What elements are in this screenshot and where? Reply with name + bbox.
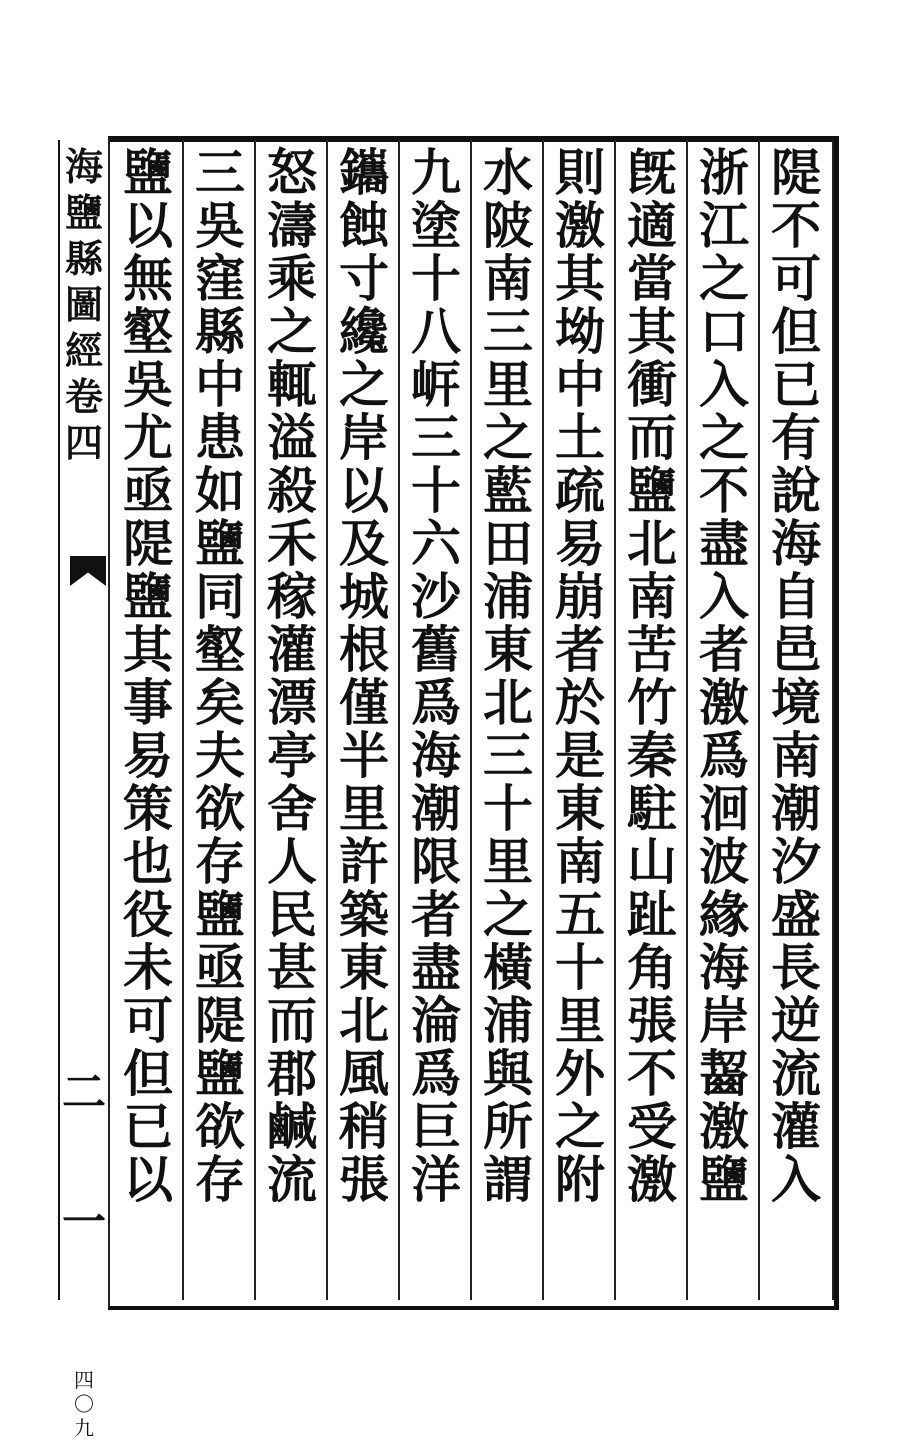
text-char: 以 [123, 1150, 173, 1209]
text-char: 鹽 [195, 1044, 245, 1103]
text-char: 鹽 [195, 885, 245, 944]
text-char: 已 [771, 355, 821, 414]
column-rule [326, 140, 328, 1300]
text-char: 鹽 [195, 514, 245, 573]
text-char: 江 [699, 196, 749, 255]
text-char: 鹽 [627, 461, 677, 520]
margin-char: 卷 [64, 374, 103, 419]
text-column [620, 143, 684, 1296]
text-char: 山 [627, 832, 677, 891]
text-char: 半 [339, 726, 389, 785]
text-char: 旣 [627, 143, 677, 202]
text-char: 五 [555, 885, 605, 944]
text-char: 汐 [771, 832, 821, 891]
text-char: 激 [627, 1150, 677, 1209]
text-char: 洄 [699, 779, 749, 838]
text-char: 吳 [195, 196, 245, 255]
text-char: 易 [123, 726, 173, 785]
column-rule [832, 140, 834, 1300]
text-char: 以 [123, 196, 173, 255]
text-char: 緣 [699, 885, 749, 944]
text-char: 其 [627, 302, 677, 361]
text-char: 適 [627, 196, 677, 255]
text-char: 土 [555, 408, 605, 467]
text-char: 陂 [483, 196, 533, 255]
text-char: 鹽 [123, 567, 173, 626]
text-char: 事 [123, 673, 173, 732]
text-char: 者 [699, 620, 749, 679]
text-char: 可 [771, 249, 821, 308]
text-char: 築 [339, 885, 389, 944]
column-rule [614, 140, 616, 1300]
text-char: 十 [555, 938, 605, 997]
text-char: 尤 [123, 408, 173, 467]
text-column [476, 143, 540, 1296]
text-char: 入 [771, 1150, 821, 1209]
text-char: 灌 [771, 1097, 821, 1156]
folio-number [60, 1028, 108, 1288]
text-char: 但 [771, 302, 821, 361]
text-char: 北 [627, 514, 677, 573]
text-char: 無 [123, 249, 173, 308]
text-column [116, 143, 180, 1296]
text-char: 如 [195, 461, 245, 520]
text-char: 鑴 [339, 143, 389, 202]
text-char: 不 [771, 196, 821, 255]
text-char: 爲 [411, 673, 461, 732]
text-char: 同 [195, 567, 245, 626]
text-char: 東 [339, 938, 389, 997]
text-char: 口 [699, 302, 749, 361]
text-column [764, 143, 828, 1296]
text-char: 流 [267, 1150, 317, 1209]
text-char: 甚 [267, 938, 317, 997]
text-char: 秦 [627, 726, 677, 785]
text-char: 波 [699, 832, 749, 891]
column-rule [758, 140, 760, 1300]
text-char: 者 [555, 620, 605, 679]
text-char: 殺 [267, 461, 317, 520]
text-char: 也 [123, 832, 173, 891]
text-char: 之 [699, 408, 749, 467]
text-char: 激 [699, 673, 749, 732]
text-char: 疏 [555, 461, 605, 520]
text-char: 塗 [411, 196, 461, 255]
text-char: 九 [411, 143, 461, 202]
text-char: 激 [699, 1097, 749, 1156]
text-char: 易 [555, 514, 605, 573]
text-char: 洋 [411, 1150, 461, 1209]
text-char: 及 [339, 514, 389, 573]
text-char: 浦 [483, 991, 533, 1050]
text-char: 舍 [267, 779, 317, 838]
text-char: 趾 [627, 885, 677, 944]
text-char: 而 [627, 408, 677, 467]
text-char: 里 [483, 355, 533, 414]
text-char: 民 [267, 885, 317, 944]
text-char: 亟 [123, 461, 173, 520]
text-char: 衝 [627, 355, 677, 414]
text-char: 逆 [771, 991, 821, 1050]
text-char: 中 [195, 355, 245, 414]
text-char: 境 [771, 673, 821, 732]
text-char: 六 [411, 514, 461, 573]
text-char: 竹 [627, 673, 677, 732]
text-char: 八 [411, 302, 461, 361]
text-char: 長 [771, 938, 821, 997]
text-char: 於 [555, 673, 605, 732]
text-char: 謂 [483, 1150, 533, 1209]
text-char: 策 [123, 779, 173, 838]
text-char: 患 [195, 408, 245, 467]
column-rule [686, 140, 688, 1300]
text-char: 其 [555, 249, 605, 308]
margin-char: 縣 [64, 236, 103, 281]
text-char: 三 [483, 302, 533, 361]
text-char: 漂 [267, 673, 317, 732]
text-char: 東 [483, 620, 533, 679]
text-char: 乘 [267, 249, 317, 308]
text-char: 窪 [195, 249, 245, 308]
text-char: 角 [627, 938, 677, 997]
text-char: 田 [483, 514, 533, 573]
text-char: 與 [483, 1044, 533, 1103]
text-char: 濤 [267, 196, 317, 255]
text-char: 有 [771, 408, 821, 467]
text-char: 駐 [627, 779, 677, 838]
text-char: 橫 [483, 938, 533, 997]
text-char: 僅 [339, 673, 389, 732]
text-char: 盡 [699, 514, 749, 573]
text-char: 之 [699, 249, 749, 308]
text-char: 以 [339, 461, 389, 520]
text-char: 南 [627, 567, 677, 626]
margin-char: 四 [64, 420, 103, 465]
text-char: 城 [339, 567, 389, 626]
text-char: 不 [627, 1044, 677, 1103]
text-char: 者 [411, 885, 461, 944]
text-column [404, 143, 468, 1296]
text-char: 里 [555, 991, 605, 1050]
margin-char: 圖 [64, 282, 103, 327]
text-char: 藍 [483, 461, 533, 520]
text-char: 十 [411, 249, 461, 308]
text-char: 寸 [339, 249, 389, 308]
text-char: 里 [339, 779, 389, 838]
text-char: 里 [483, 832, 533, 891]
text-char: 鹽 [699, 1150, 749, 1209]
text-char: 許 [339, 832, 389, 891]
text-char: 流 [771, 1044, 821, 1103]
text-char: 而 [267, 991, 317, 1050]
text-char: 之 [339, 355, 389, 414]
text-char: 吳 [123, 355, 173, 414]
column-rule [254, 140, 256, 1300]
text-char: 矣 [195, 673, 245, 732]
text-char: 入 [699, 567, 749, 626]
margin-char: 〇 [74, 1392, 94, 1416]
text-char: 爲 [411, 1044, 461, 1103]
text-char: 存 [195, 1150, 245, 1209]
text-column [188, 143, 252, 1296]
text-char: 邑 [771, 620, 821, 679]
text-char: 外 [555, 1044, 605, 1103]
text-char: 灌 [267, 620, 317, 679]
text-char: 沙 [411, 567, 461, 626]
text-char: 㟁 [411, 355, 461, 414]
text-char: 南 [555, 832, 605, 891]
text-char: 亭 [267, 726, 317, 785]
text-char: 之 [483, 885, 533, 944]
text-char: 激 [555, 196, 605, 255]
text-char: 淪 [411, 991, 461, 1050]
text-char: 中 [555, 355, 605, 414]
margin-title [60, 144, 108, 466]
column-rule [398, 140, 400, 1300]
text-char: 浙 [699, 143, 749, 202]
text-char: 亟 [195, 938, 245, 997]
text-char: 所 [483, 1097, 533, 1156]
column-rule [182, 140, 184, 1300]
text-column [260, 143, 324, 1296]
text-char: 根 [339, 620, 389, 679]
text-char: 崩 [555, 567, 605, 626]
text-char: 風 [339, 1044, 389, 1103]
margin-char: 經 [64, 328, 103, 373]
text-char: 北 [339, 991, 389, 1050]
text-column [548, 143, 612, 1296]
text-char: 苦 [627, 620, 677, 679]
text-char: 壑 [195, 620, 245, 679]
text-char: 當 [627, 249, 677, 308]
text-char: 三 [411, 408, 461, 467]
text-char: 說 [771, 461, 821, 520]
text-char: 附 [555, 1150, 605, 1209]
text-char: 東 [555, 779, 605, 838]
text-char: 役 [123, 885, 173, 944]
text-char: 自 [771, 567, 821, 626]
text-char: 坳 [555, 302, 605, 361]
text-char: 可 [123, 991, 173, 1050]
text-column [332, 143, 396, 1296]
text-char: 入 [699, 355, 749, 414]
text-char: 但 [123, 1044, 173, 1103]
margin-char: 鹽 [64, 190, 103, 235]
text-char: 十 [483, 779, 533, 838]
text-char: 夫 [195, 726, 245, 785]
text-char: 岸 [339, 408, 389, 467]
text-char: 齧 [699, 1044, 749, 1103]
text-char: 隄 [195, 991, 245, 1050]
text-char: 潮 [411, 779, 461, 838]
text-char: 不 [699, 461, 749, 520]
text-char: 鹽 [123, 143, 173, 202]
text-char: 壑 [123, 302, 173, 361]
text-char: 稼 [267, 567, 317, 626]
text-char: 已 [123, 1097, 173, 1156]
text-char: 隄 [123, 514, 173, 573]
page-margin [58, 140, 108, 1440]
text-char: 潮 [771, 779, 821, 838]
margin-char: 二 [62, 1067, 106, 1118]
text-char: 海 [699, 938, 749, 997]
text-char: 欲 [195, 779, 245, 838]
text-char: 是 [555, 726, 605, 785]
text-char: 浦 [483, 567, 533, 626]
column-rule [470, 140, 472, 1300]
text-char: 其 [123, 620, 173, 679]
text-char: 張 [339, 1150, 389, 1209]
text-char: 則 [555, 143, 605, 202]
text-char: 存 [195, 832, 245, 891]
text-char: 之 [267, 302, 317, 361]
text-char: 怒 [267, 143, 317, 202]
text-char: 舊 [411, 620, 461, 679]
text-column [692, 143, 756, 1296]
text-char: 郡 [267, 1044, 317, 1103]
text-char: 三 [483, 726, 533, 785]
text-char: 人 [267, 832, 317, 891]
text-char: 盛 [771, 885, 821, 944]
text-char: 海 [771, 514, 821, 573]
margin-char: 九 [74, 1416, 94, 1440]
text-char: 南 [483, 249, 533, 308]
text-char: 巨 [411, 1097, 461, 1156]
text-char: 欲 [195, 1097, 245, 1156]
text-char: 稍 [339, 1097, 389, 1156]
text-char: 隄 [771, 143, 821, 202]
column-rule [542, 140, 544, 1300]
text-char: 之 [555, 1097, 605, 1156]
text-char: 南 [771, 726, 821, 785]
text-char: 輒 [267, 355, 317, 414]
text-char: 爲 [699, 726, 749, 785]
text-char: 水 [483, 143, 533, 202]
text-char: 溢 [267, 408, 317, 467]
margin-char: 一 [62, 1197, 106, 1248]
fishtail-mark [70, 556, 106, 586]
text-char: 張 [627, 991, 677, 1050]
text-char: 三 [195, 143, 245, 202]
text-char: 受 [627, 1097, 677, 1156]
text-char: 蝕 [339, 196, 389, 255]
text-char: 限 [411, 832, 461, 891]
text-char: 纔 [339, 302, 389, 361]
text-char: 之 [483, 408, 533, 467]
margin-char: 四 [74, 1368, 94, 1392]
text-char: 北 [483, 673, 533, 732]
handwritten-number [60, 1368, 108, 1440]
text-char: 縣 [195, 302, 245, 361]
margin-char: 海 [64, 144, 103, 189]
text-char: 未 [123, 938, 173, 997]
text-char: 鹹 [267, 1097, 317, 1156]
text-char: 岸 [699, 991, 749, 1050]
text-char: 海 [411, 726, 461, 785]
text-char: 禾 [267, 514, 317, 573]
text-char: 盡 [411, 938, 461, 997]
text-char: 十 [411, 461, 461, 520]
